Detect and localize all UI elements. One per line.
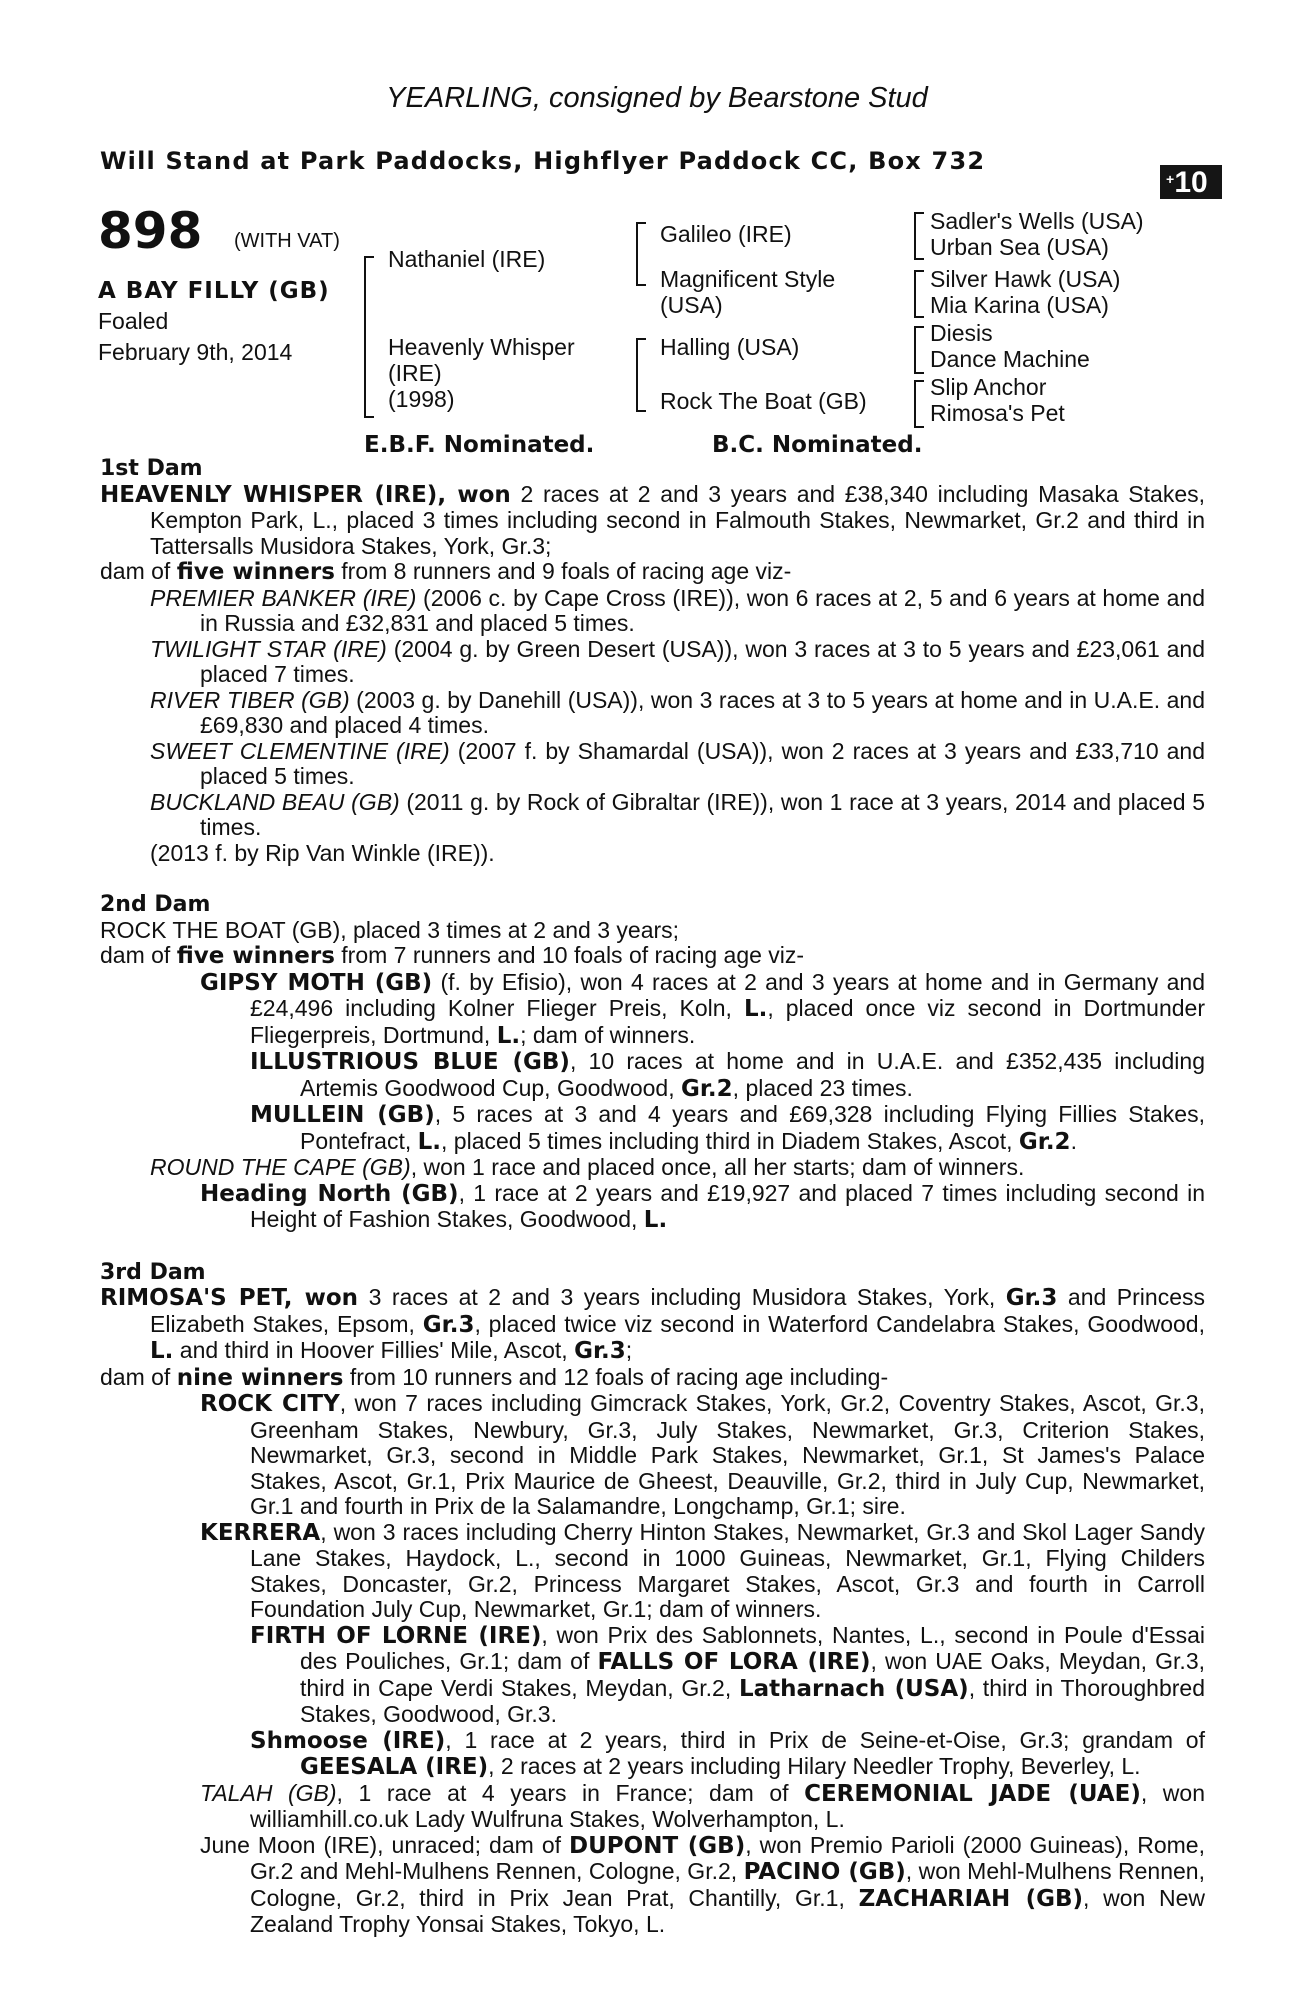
ped-sire: Nathaniel (IRE)	[388, 246, 546, 272]
race-grade: L.	[743, 996, 768, 1022]
race-grade: Gr.3	[574, 1338, 626, 1364]
foaled-info	[98, 306, 292, 368]
first-dam-record	[100, 482, 1205, 560]
produce-text: , 1 race at 2 years, third in Prix de Seine-et-Oise, Gr.3; grandam of	[445, 1726, 1205, 1753]
race-grade: Gr.2	[680, 1075, 733, 1102]
produce-text: , won 3 races including Cherry Hinton Stakes, Newmarket, Gr.3 and Skol Lager Sandy Lane Stakes, Haydock, L., second in 1000 Guineas, Newmarket, Gr.1, Flying Childers Stakes, Doncaster, Gr.2, Princess Margaret Stakes, Ascot, Gr.3 and fourth in Carroll Foundation July Cup, Newmarket, Gr.1; dam of winners.	[250, 1518, 1205, 1622]
grandproduce-item	[100, 1049, 1205, 1102]
brace-dam-parents	[636, 338, 646, 412]
horse-description: A BAY FILLY (GB)	[98, 278, 330, 304]
produce-item	[100, 970, 1205, 1050]
grandproduce-item	[100, 1181, 1205, 1234]
produce-text: , won Prix des Sablonnets, Nantes, L., second in Poule d'Essai des Pouliches, Gr.1; dam of	[300, 1621, 1205, 1674]
produce-name: RIVER TIBER (GB)	[150, 686, 350, 713]
ped-dam	[388, 334, 575, 412]
ped-gen3-c	[930, 320, 1090, 372]
produce-name: GEESALA (IRE)	[300, 1754, 489, 1780]
ped-sd	[660, 266, 835, 318]
grandproduce-item	[100, 1623, 1205, 1728]
produce-item	[100, 688, 1205, 739]
ped-gen3-a	[930, 208, 1144, 260]
first-dam-text: 2 races at 2 and 3 years and £38,340 including Masaka Stakes, Kempton Park, L., placed 3 times including second in Falmouth Stakes, Newmarket, Gr.2 and third in Tattersalls Musidora Stakes, York, Gr.3;	[150, 480, 1205, 559]
ped-ss: Galileo (IRE)	[660, 221, 792, 247]
ped-dd: Rock The Boat (GB)	[660, 388, 867, 414]
produce-name: TWILIGHT STAR (IRE)	[150, 635, 387, 662]
dam-of-count: five winners	[176, 559, 335, 585]
produce-text: , won UAE Oaks, Meydan, Gr.3, third in Cape Verdi Stakes, Meydan, Gr.2,	[300, 1648, 1206, 1701]
consignment-line: YEARLING, consigned by Bearstone Stud	[386, 82, 928, 114]
produce-text: , 10 races at home and in U.A.E. and £352,435 including Artemis Goodwood Cup, Goodwood,	[300, 1048, 1205, 1101]
produce-text: , won williamhill.co.uk Lady Wulfruna Stakes, Wolverhampton, L.	[250, 1779, 1205, 1832]
brace-gen3-d	[914, 380, 924, 428]
produce-name: ROUND THE CAPE (GB)	[150, 1154, 411, 1180]
second-dam-heading: 2nd Dam	[100, 892, 211, 917]
race-grade: L.	[150, 1338, 174, 1364]
produce-text: June Moon (IRE), unraced; dam of	[200, 1831, 570, 1858]
produce-name: CEREMONIAL JADE (UAE)	[804, 1780, 1141, 1807]
second-dam-record: ROCK THE BOAT (GB), placed 3 times at 2 and 3 years;	[100, 916, 680, 943]
record-text: and third in Hoover Fillies' Mile, Ascot,	[173, 1337, 575, 1363]
grandproduce-item	[100, 1728, 1205, 1781]
produce-text: , placed 23 times.	[732, 1074, 913, 1101]
first-dam-produce	[100, 559, 1205, 586]
lot-number: 898	[98, 202, 203, 260]
ped-sss: Sadler's Wells (USA)	[930, 208, 1144, 234]
produce-item	[100, 1520, 1205, 1623]
produce-name: FIRTH OF LORNE (IRE)	[250, 1622, 542, 1649]
ped-sd-line2: (USA)	[660, 292, 723, 318]
dam-of-count: nine winners	[176, 1364, 344, 1391]
race-grade: L.	[417, 1128, 442, 1155]
produce-item	[100, 1833, 1205, 1938]
dam-of-rest: from 7 runners and 10 foals of racing age viz-	[334, 942, 805, 968]
produce-name: MULLEIN (GB)	[250, 1102, 435, 1128]
badge-number: 10	[1174, 166, 1208, 199]
produce-text: (2007 f. by Shamardal (USA)), won 2 races at 3 years and £33,710 and placed 5 times.	[200, 737, 1206, 789]
produce-text: , 1 race at 2 years and £19,927 and placed 7 times including second in Height of Fashion Stakes, Goodwood,	[250, 1179, 1205, 1232]
produce-text: ; dam of winners.	[520, 1021, 696, 1048]
grandproduce-item	[100, 1102, 1205, 1155]
ebf-nomination: E.B.F. Nominated.	[364, 432, 595, 458]
produce-item	[100, 1155, 1205, 1181]
ped-sd-line1: Magnificent Style	[660, 266, 836, 292]
record-text: 3 races at 2 and 3 years including Musidora Stakes, York,	[358, 1284, 1006, 1310]
produce-name: GIPSY MOTH (GB)	[200, 969, 433, 996]
ped-gen3-d	[930, 374, 1065, 426]
dam-of-label: dam of	[100, 1363, 177, 1390]
produce-name: TALAH (GB)	[200, 1779, 337, 1806]
standing-location: Will Stand at Park Paddocks, Highflyer Paddock CC, Box 732	[100, 147, 986, 175]
produce-text: , won Premio Parioli (2000 Guineas), Rome, Gr.2 and Mehl-Mulhens Rennen, Cologne, Gr.2,	[250, 1831, 1205, 1884]
vat-note: (WITH VAT)	[234, 230, 340, 252]
produce-text: (2004 g. by Green Desert (USA)), won 3 races at 3 to 5 years and £23,061 and placed 7 times.	[200, 635, 1206, 687]
third-dam-won: , won	[283, 1285, 359, 1311]
produce-text: , won New Zealand Trophy Yonsai Stakes, Tokyo, L.	[250, 1884, 1206, 1937]
foaled-label: Foaled	[98, 308, 169, 334]
produce-text: , third in Thoroughbred Stakes, Goodwood, Gr.3.	[300, 1674, 1205, 1727]
dam-of-label: dam of	[100, 558, 177, 584]
dam-of-count: five winners	[176, 943, 335, 969]
produce-text: , 1 race at 4 years in France; dam of	[336, 1779, 805, 1806]
first-dam-heading: 1st Dam	[100, 456, 203, 481]
produce-text: , won Mehl-Mulhens Rennen, Cologne, Gr.2, third in Prix Jean Prat, Chantilly, Gr.1,	[250, 1858, 1205, 1911]
ped-ddd: Rimosa's Pet	[930, 400, 1065, 426]
produce-item	[100, 739, 1205, 790]
badge-mark: +	[1166, 171, 1175, 187]
produce-name: FALLS OF LORA (IRE)	[597, 1649, 871, 1675]
foaled-date: February 9th, 2014	[98, 339, 293, 365]
produce-item	[100, 841, 1205, 867]
record-text: and Princess Elizabeth Stakes, Epsom,	[150, 1284, 1205, 1337]
produce-name: DUPONT (GB)	[569, 1832, 746, 1859]
produce-name: Latharnach (USA)	[738, 1675, 969, 1702]
brace-gen3-c	[914, 326, 924, 374]
ped-dam-line1: Heavenly Whisper	[388, 334, 575, 360]
produce-text: (2003 g. by Danehill (USA)), won 3 races at 3 to 5 years at home and in U.A.E. and £69,830 and placed 4 times.	[200, 686, 1206, 738]
ped-sds: Silver Hawk (USA)	[930, 266, 1121, 292]
produce-name: PACINO (GB)	[743, 1859, 906, 1885]
produce-name: KERRERA	[200, 1519, 321, 1546]
race-grade: L.	[496, 1022, 521, 1049]
produce-item	[100, 586, 1205, 637]
race-grade: Gr.3	[422, 1311, 475, 1338]
third-dam-record	[100, 1285, 1205, 1365]
produce-text: , won 7 races including Gimcrack Stakes, York, Gr.2, Coventry Stakes, Ascot, Gr.3, Greenham Stakes, Newbury, Gr.3, July Stakes, Newmarket, Gr.3, Criterion Stakes, Newmarket, Gr.3, second in Middle Park Stakes, Newmarket, Gr.1, St James's Palace Stakes, Ascot, Gr.1, Prix Maurice de Gheest, Deauville, Gr.2, third in July Cup, Newmarket, Gr.1 and fourth in Prix de la Salamandre, Longchamp, Gr.1; sire.	[250, 1390, 1205, 1519]
ped-ssd: Urban Sea (USA)	[930, 234, 1109, 260]
produce-text: (2011 g. by Rock of Gibraltar (IRE)), won 1 race at 3 years, 2014 and placed 5 times.	[200, 788, 1205, 840]
produce-text: , 5 races at 3 and 4 years and £69,328 including Flying Fillies Stakes, Pontefract,	[300, 1101, 1205, 1154]
ped-dam-line2: (IRE)	[388, 360, 442, 386]
bc-nomination: B.C. Nominated.	[712, 432, 923, 458]
third-dam-heading: 3rd Dam	[100, 1259, 206, 1285]
produce-text: , placed 5 times including third in Diadem Stakes, Ascot,	[441, 1127, 1019, 1154]
ped-dss: Diesis	[930, 320, 993, 346]
third-dam-name: RIMOSA'S PET	[100, 1285, 284, 1311]
produce-text: (f. by Efisio), won 4 races at 2 and 3 years at home and in Germany and £24,496 including Kolner Flieger Preis, Koln,	[250, 968, 1206, 1021]
first-dam-name: HEAVENLY WHISPER (IRE), won	[100, 481, 511, 508]
brace-sire-parents	[636, 222, 646, 286]
ped-dam-line3: (1998)	[388, 386, 455, 412]
ped-dsd: Dance Machine	[930, 346, 1090, 372]
produce-name: Heading North (GB)	[200, 1180, 459, 1207]
produce-name: Shmoose (IRE)	[250, 1727, 446, 1754]
race-grade: Gr.3	[1005, 1285, 1058, 1311]
produce-item	[100, 1391, 1205, 1520]
produce-item	[100, 790, 1205, 841]
ped-sdd: Mia Karina (USA)	[930, 292, 1109, 318]
produce-text: , won 1 race and placed once, all her starts; dam of winners.	[410, 1154, 1025, 1180]
produce-item	[100, 637, 1205, 688]
produce-name: SWEET CLEMENTINE (IRE)	[150, 737, 450, 764]
third-dam-produce	[100, 1365, 1205, 1392]
dam-of-rest: from 10 runners and 12 foals of racing age including-	[343, 1363, 889, 1390]
produce-text: (2006 c. by Cape Cross (IRE)), won 6 races at 2, 5 and 6 years at home and in Russia and £32,831 and placed 5 times.	[200, 584, 1205, 636]
brace-gen3-a	[914, 212, 924, 260]
produce-text: , 2 races at 2 years including Hilary Needler Trophy, Beverley, L.	[488, 1753, 1141, 1779]
brace-gen3-b	[914, 270, 924, 318]
produce-name: ILLUSTRIOUS BLUE (GB)	[250, 1049, 570, 1075]
produce-text: , placed once viz second in Dortmunder Fliegerpreis, Dortmund,	[250, 995, 1205, 1048]
dam-of-rest: from 8 runners and 9 foals of racing age viz-	[334, 558, 792, 584]
produce-name: PREMIER BANKER (IRE)	[150, 584, 417, 611]
second-dam-produce	[100, 943, 1205, 970]
dam-of-label: dam of	[100, 942, 177, 968]
produce-text: (2013 f. by Rip Van Winkle (IRE)).	[150, 839, 495, 866]
produce-name: ZACHARIAH (GB)	[858, 1885, 1084, 1912]
produce-text: .	[1070, 1127, 1077, 1154]
record-text: ;	[625, 1337, 633, 1363]
brace-gen1	[364, 256, 374, 418]
race-grade: Gr.2	[1018, 1128, 1071, 1155]
ped-dds: Slip Anchor	[930, 374, 1047, 400]
first-dam-section	[100, 456, 1205, 1938]
record-text: , placed twice viz second in Waterford Candelabra Stakes, Goodwood,	[474, 1310, 1205, 1337]
race-grade: L.	[643, 1207, 668, 1233]
produce-name: BUCKLAND BEAU (GB)	[150, 788, 400, 815]
produce-item	[100, 1781, 1205, 1833]
ped-gen3-b	[930, 266, 1120, 318]
produce-name: ROCK CITY	[200, 1391, 340, 1417]
lot-badge	[1160, 165, 1222, 199]
ped-ds: Halling (USA)	[660, 334, 800, 360]
